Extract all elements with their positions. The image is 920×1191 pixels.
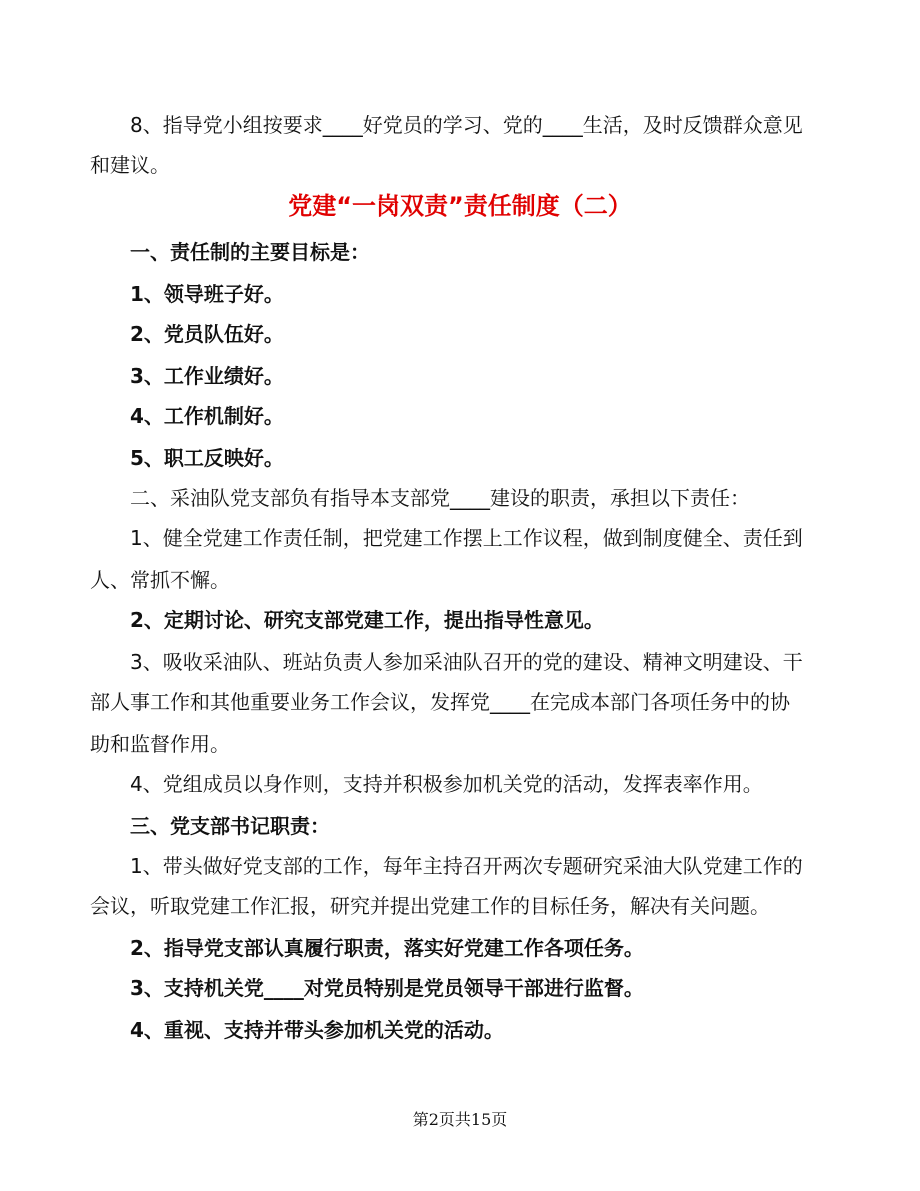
section-heading: 二、采油队党支部负有指导本支部党____建设的职责，承担以下责任：	[130, 486, 750, 510]
paragraph-line: 和建议。	[90, 153, 170, 177]
list-item: 2、定期讨论、研究支部党建工作，提出指导性意见。	[130, 608, 604, 632]
list-item: 3、工作业绩好。	[130, 364, 284, 388]
paragraph-line: 部人事工作和其他重要业务工作会议，发挥党____在完成本部门各项任务中的协	[90, 690, 790, 714]
list-item: 2、党员队伍好。	[130, 322, 284, 346]
paragraph-line: 1、带头做好党支部的工作，每年主持召开两次专题研究采油大队党建工作的	[130, 854, 803, 878]
list-item: 4、重视、支持并带头参加机关党的活动。	[130, 1018, 504, 1042]
paragraph-line: 8、指导党小组按要求____好党员的学习、党的____生活，及时反馈群众意见	[130, 113, 803, 137]
page-footer: 第2页共15页	[412, 1110, 508, 1129]
list-item: 2、指导党支部认真履行职责，落实好党建工作各项任务。	[130, 936, 644, 960]
list-item: 3、支持机关党____对党员特别是党员领导干部进行监督。	[130, 976, 644, 1000]
list-item: 1、领导班子好。	[130, 282, 284, 306]
list-item: 4、党组成员以身作则，支持并积极参加机关党的活动，发挥表率作用。	[130, 772, 763, 796]
paragraph-line: 3、吸收采油队、班站负责人参加采油队召开的党的建设、精神文明建设、干	[130, 650, 803, 674]
section-heading: 一、责任制的主要目标是：	[130, 240, 370, 264]
paragraph-line: 助和监督作用。	[90, 732, 230, 756]
list-item: 4、工作机制好。	[130, 404, 284, 428]
paragraph-line: 会议，听取党建工作汇报，研究并提出党建工作的目标任务，解决有关问题。	[90, 894, 770, 918]
section-heading: 三、党支部书记职责：	[130, 814, 330, 838]
section-title: 党建“一岗双责”责任制度（二）	[288, 192, 632, 220]
paragraph-line: 人、常抓不懈。	[90, 568, 230, 592]
list-item: 5、职工反映好。	[130, 446, 284, 470]
paragraph-line: 1、健全党建工作责任制，把党建工作摆上工作议程，做到制度健全、责任到	[130, 526, 803, 550]
